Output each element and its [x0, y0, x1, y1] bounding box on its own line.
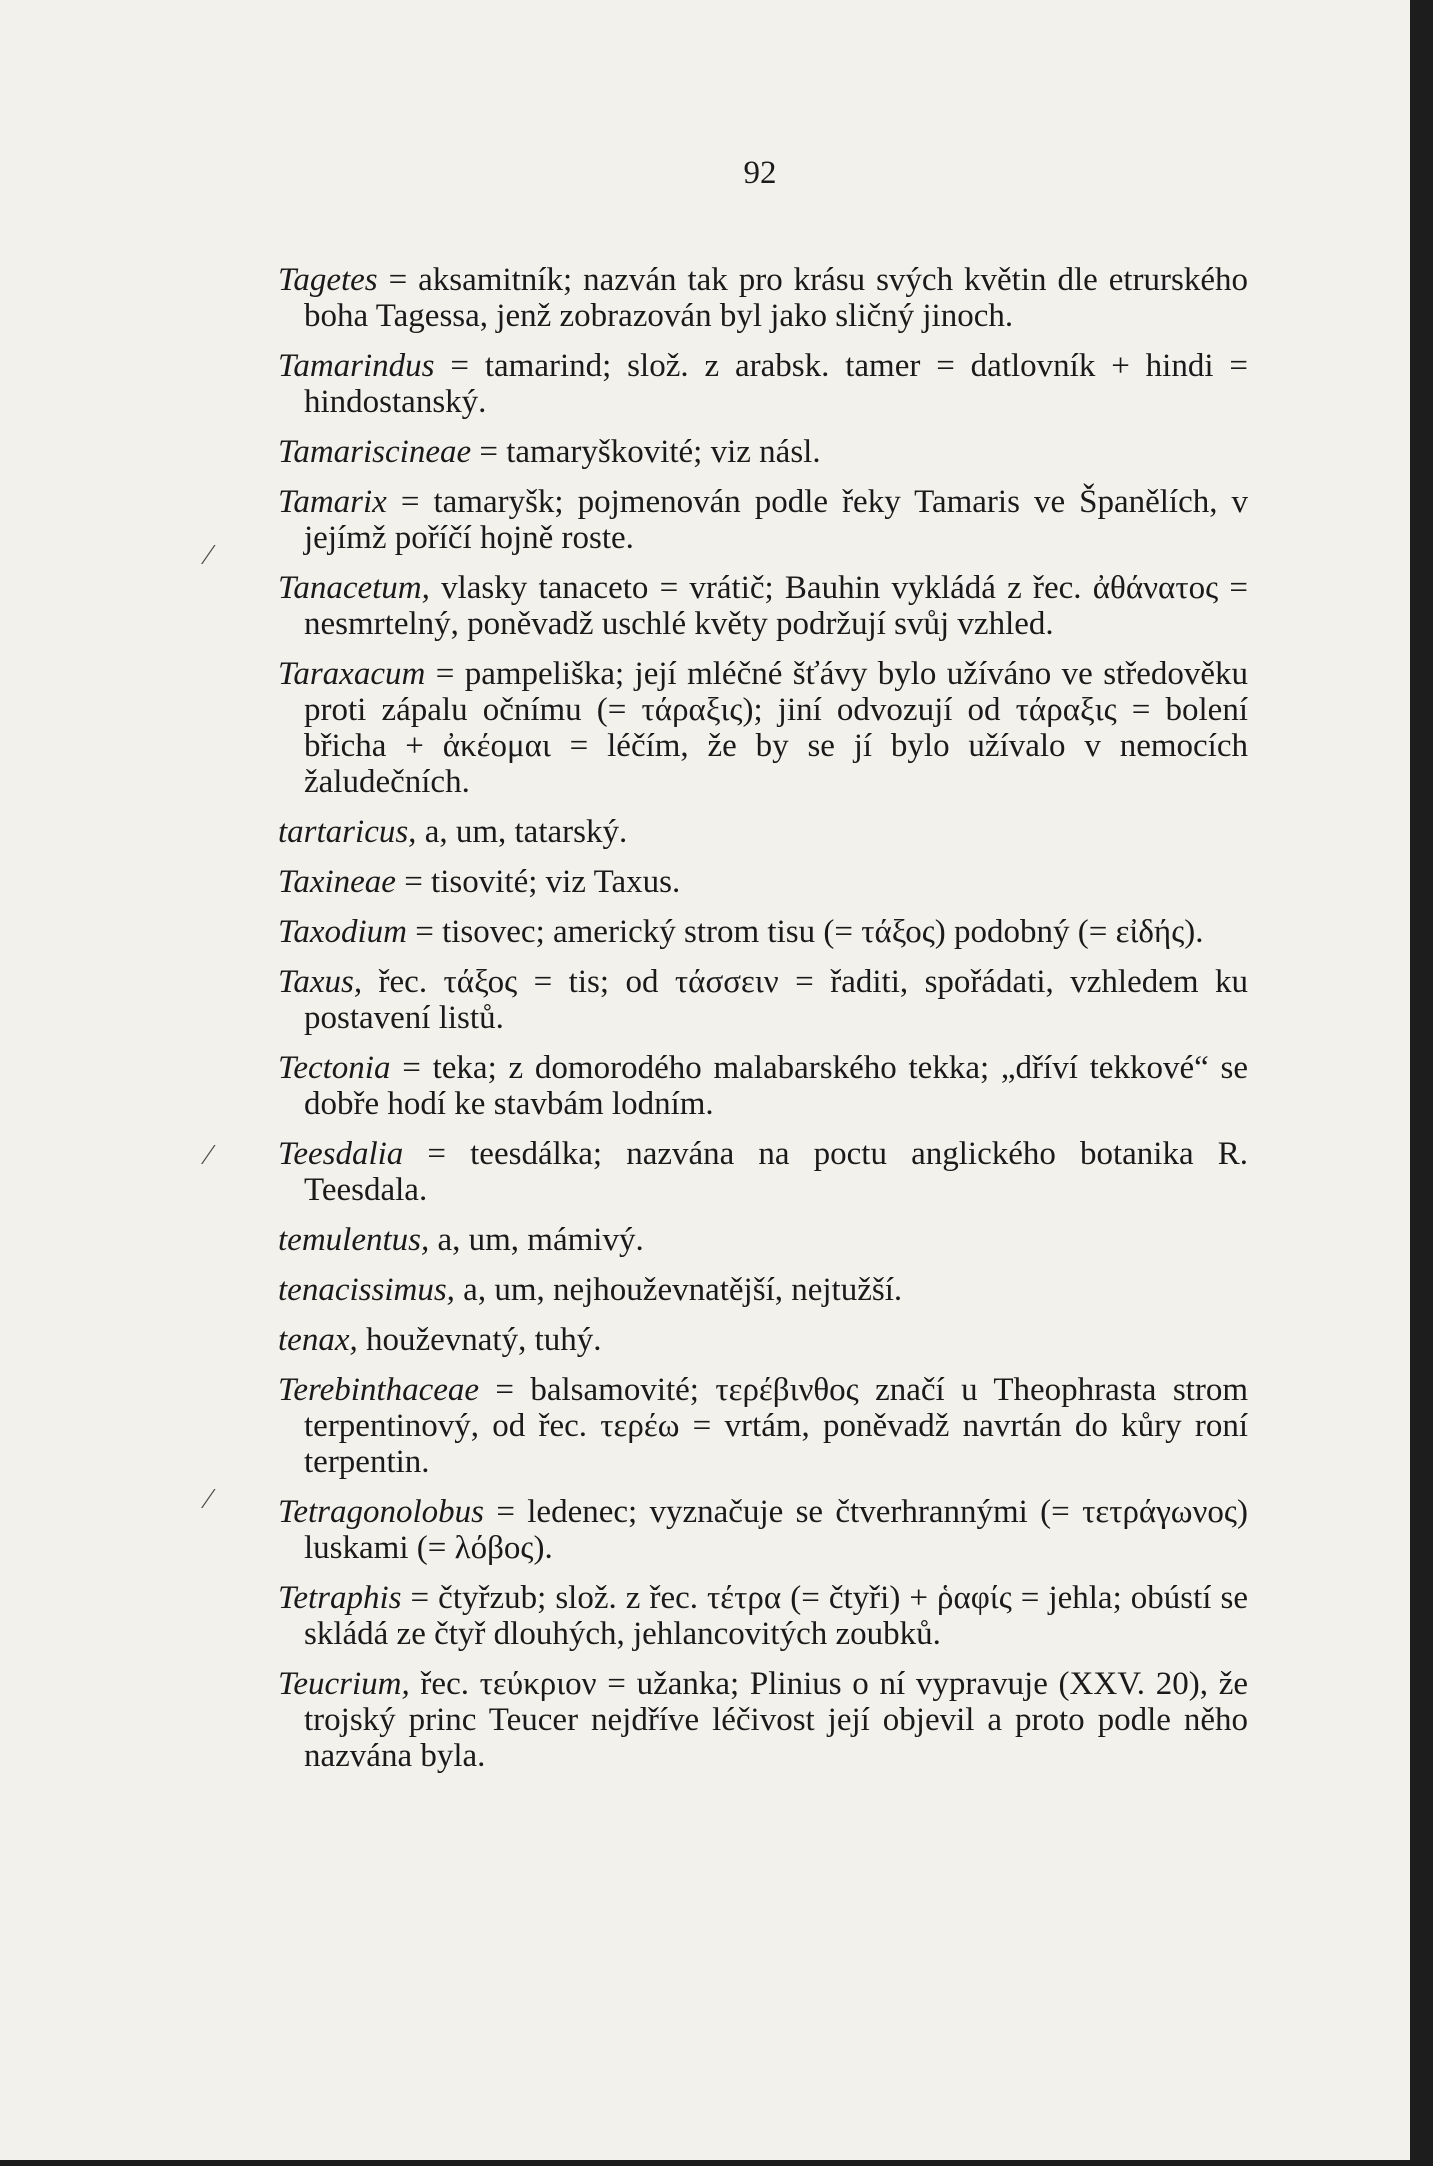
dictionary-entry: [278, 1136, 1248, 1208]
entry-text: řec. τάξος = tis; od τάσσειν = řaditi, spořádati, vzhledem ku postavení listů.: [304, 964, 1248, 1036]
entry-text: = tamarind; slož. z arabsk. tamer = datlovník + hindi = hindostanský.: [304, 348, 1248, 420]
entry-text: a, um, mámivý.: [429, 1222, 644, 1258]
entry-term: Tamariscineae: [278, 434, 472, 470]
entry-text: = tamaryškovité; viz násl.: [471, 434, 821, 470]
dictionary-entry: [278, 1580, 1248, 1652]
entry-term: Tetragonolobus: [278, 1494, 484, 1530]
page-number: 92: [743, 155, 777, 191]
dictionary-entry: [278, 814, 1248, 850]
dictionary-entry: [278, 262, 1248, 334]
entry-text: vlasky tanaceto = vrátič; Bauhin vykládá z řec. ἀθάνατος = nesmrtelný, poněvadž uschlé květy podržují svůj vzhled.: [304, 570, 1248, 642]
entry-term: Tamarindus: [278, 348, 435, 384]
scan-right-edge: [1410, 0, 1433, 2166]
entry-term: Taxodium: [278, 914, 407, 950]
dictionary-entry: [278, 1494, 1248, 1566]
entry-term: Taraxacum: [278, 656, 426, 692]
entry-term: Tanacetum,: [278, 570, 430, 606]
entry-text: houževnatý, tuhý.: [357, 1322, 602, 1358]
entry-term: Tamarix: [278, 484, 387, 520]
dictionary-entry: [278, 1222, 1248, 1258]
dictionary-entry: [278, 1322, 1248, 1358]
entry-term: tartaricus,: [278, 814, 417, 850]
entry-text: = teesdálka; nazvána na poctu anglického botanika R. Teesdala.: [304, 1136, 1248, 1208]
entry-text: a, um, nejhouževnatější, nejtužší.: [454, 1272, 903, 1308]
entry-text: = tisovec; americký strom tisu (= τάξος) podobný (= εἰδής).: [406, 914, 1204, 950]
entry-term: tenax,: [278, 1322, 358, 1358]
entry-text: = balsamovité; τερέβινθος značí u Theophrasta strom terpentinový, od řec. τερέω = vrtám, poněvadž navrtán do kůry roní terpentin.: [304, 1372, 1248, 1480]
entry-text: řec. τεύκριον = užanka; Plinius o ní vypravuje (XXV. 20), že trojský princ Teucer nejdříve léčivost její objevil a proto podle něho nazvána byla.: [304, 1666, 1248, 1774]
dictionary-entry: [278, 570, 1248, 642]
dictionary-entry: [278, 914, 1248, 950]
entry-term: Tagetes: [278, 262, 378, 298]
entry-text: = tisovité; viz Taxus.: [395, 864, 681, 900]
dictionary-entry: [278, 964, 1248, 1036]
entry-term: tenacissimus,: [278, 1272, 455, 1308]
entry-term: Tetraphis: [278, 1580, 402, 1616]
entry-term: Teesdalia: [278, 1136, 404, 1172]
dictionary-entry: [278, 864, 1248, 900]
entry-term: Taxus,: [278, 964, 363, 1000]
dictionary-entry: [278, 1050, 1248, 1122]
dictionary-entry: [278, 1666, 1248, 1774]
dictionary-entry: [278, 1372, 1248, 1480]
dictionary-entries: [278, 262, 1248, 1788]
entry-term: Tectonia: [278, 1050, 391, 1086]
scan-bottom-edge: [0, 2160, 1433, 2166]
entry-text: = ledenec; vyznačuje se čtverhrannými (= τετράγωνος) luskami (= λόβος).: [304, 1494, 1248, 1566]
entry-text: = pampeliška; její mléčné šťávy bylo užíváno ve středověku proti zápalu očnímu (= τάραξις); jiní odvozují od τάραξις = bolení břicha + ἀκέομαι = léčím, že by se jí bylo užívalo v nemocích žaludečních.: [304, 656, 1248, 800]
dictionary-entry: [278, 434, 1248, 470]
dictionary-entry: [278, 348, 1248, 420]
entry-term: temulentus,: [278, 1222, 430, 1258]
margin-pencil-mark: ⁄: [206, 1140, 211, 1171]
entry-term: Teucrium,: [278, 1666, 410, 1702]
entry-text: = aksamitník; nazván tak pro krásu svých květin dle etrurského boha Tagessa, jenž zobrazován byl jako sličný jinoch.: [304, 262, 1248, 334]
entry-text: a, um, tatarský.: [416, 814, 628, 850]
entry-text: = tamaryšk; pojmenován podle řeky Tamaris ve Španělích, v jejímž poříčí hojně roste.: [304, 484, 1248, 556]
entry-term: Taxineae: [278, 864, 396, 900]
margin-pencil-mark: ⁄: [206, 1484, 211, 1515]
margin-pencil-mark: ⁄: [206, 540, 211, 571]
entry-text: = čtyřzub; slož. z řec. τέτρα (= čtyři) + ῥαφίς = jehla; obústí se skládá ze čtyř dlouhých, jehlancovitých zoubků.: [304, 1580, 1248, 1652]
entry-term: Terebinthaceae: [278, 1372, 480, 1408]
dictionary-entry: [278, 656, 1248, 800]
dictionary-entry: [278, 1272, 1248, 1308]
entry-text: = teka; z domorodého malabarského tekka; „dříví tekkové“ se dobře hodí ke stavbám lodním.: [304, 1050, 1248, 1122]
dictionary-entry: [278, 484, 1248, 556]
